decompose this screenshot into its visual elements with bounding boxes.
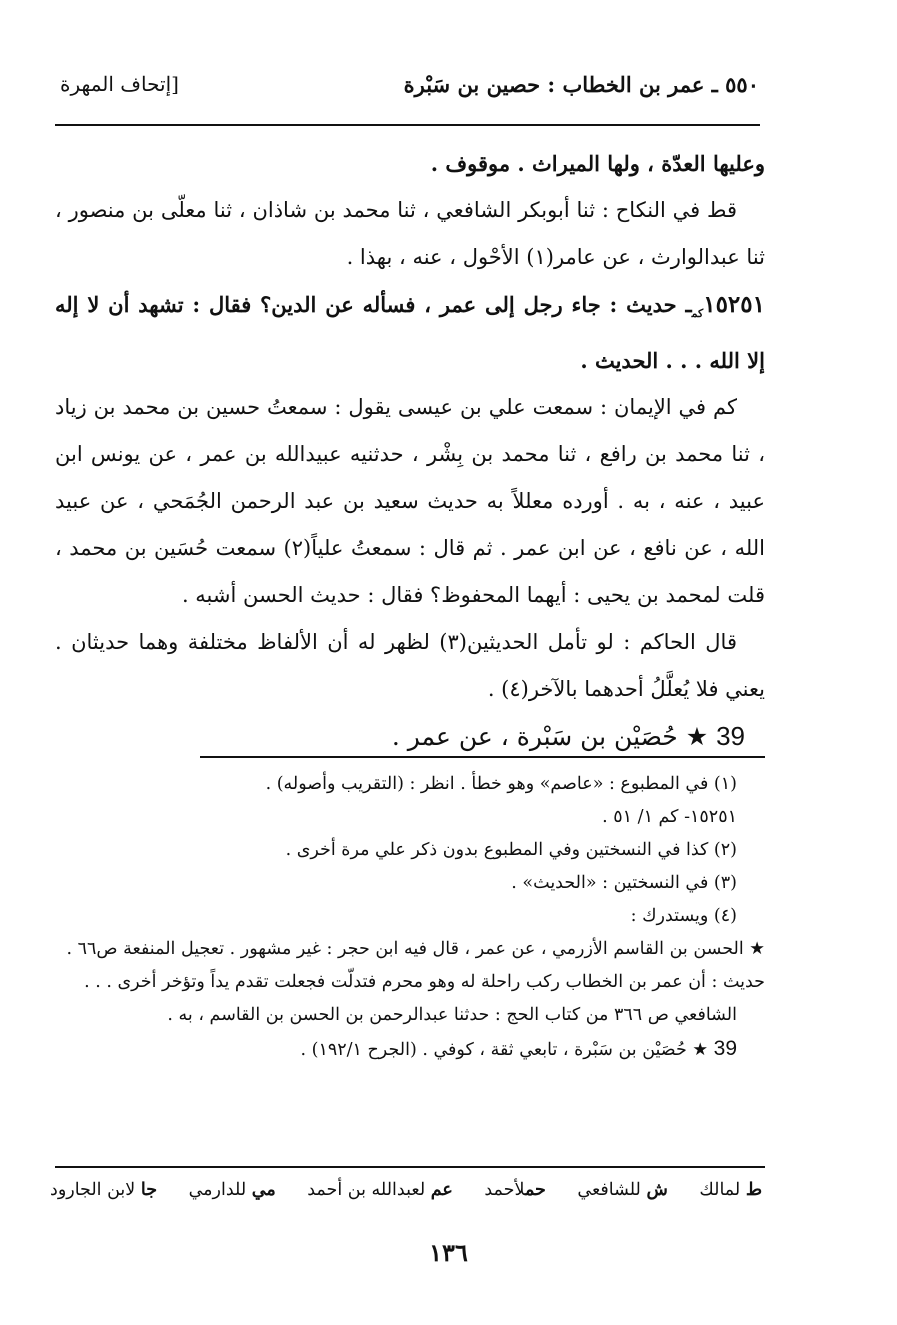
rater-heading xyxy=(55,713,765,760)
hadith-heading xyxy=(55,281,765,384)
main-text xyxy=(55,140,765,760)
abbr-item: ش للشافعي xyxy=(577,1180,668,1200)
running-header xyxy=(60,72,759,108)
rater-note-text: ★ حُصَيْن بن سَبْرة ، تابعي ثقة ، كوفي . (الجرح ١٩٢/١) . xyxy=(300,1040,709,1060)
addendum-rater: ★ الحسن بن القاسم الأزرمي ، عن عمر ، قال فيه ابن حجر : غير مشهور . تعجيل المنفعة ص٦٦ . xyxy=(66,939,765,959)
footnote-ref: ١٥٢٥١- كم ١/ ٥١ . xyxy=(602,807,737,827)
hadith-source-mark: كم xyxy=(691,307,704,321)
rater-name: حُصَيْن بن سَبْرة ، عن عمر . xyxy=(391,722,678,752)
abbr-item: جا لابن الجارود xyxy=(50,1180,158,1200)
abbr-item: حملأحمد xyxy=(484,1180,546,1200)
footnote-rule xyxy=(200,756,765,758)
addendum-source: الشافعي ص ٣٦٦ من كتاب الحج : حدثنا عبدالرحمن بن الحسن بن القاسم ، به . xyxy=(167,1005,737,1025)
addendum-39 xyxy=(55,1032,765,1067)
paragraph-hakim: قال الحاكم : لو تأمل الحديثين(٣) لظهر له أن الألفاظ مختلفة وهما حديثان . يعني فلا يُعلَّلُ أحدهما بالآخر(٤) . xyxy=(55,630,765,702)
footnote-3: (٣) في النسختين : «الحديث» . xyxy=(511,873,737,893)
abbr-item: ط لمالك xyxy=(699,1180,762,1200)
footnote-1: (١) في المطبوع : «عاصم» وهو خطأ . انظر : (التقريب وأصوله) . xyxy=(265,774,737,794)
addendum-hadith: حديث : أن عمر بن الخطاب ركب راحلة له وهو محرم فتدلّت فجعلت تقدم يداً وتؤخر أخرى . . . xyxy=(84,972,765,992)
hadith-text: ـ حديث : جاء رجل إلى عمر ، فسأله عن الدين؟ فقال : تشهد أن لا إله إلا الله . . . الحديث . xyxy=(55,292,765,374)
hadith-number: ١٥٢٥١ xyxy=(703,291,765,318)
rater-number-note: 39 xyxy=(713,1037,737,1060)
star-icon: ★ xyxy=(685,722,709,752)
abbr-item: عم لعبدالله بن أحمد xyxy=(307,1180,453,1200)
page-number: ١٣٦ xyxy=(429,1238,468,1267)
rater-number: 39 xyxy=(716,721,745,752)
header-book-title: [إتحاف المهرة xyxy=(60,72,179,96)
footnotes xyxy=(55,768,765,1067)
header-title: ٥٥٠ ـ عمر بن الخطاب : حصين بن سَبْرة xyxy=(403,72,759,97)
abbr-item: مي للدارمي xyxy=(188,1180,276,1200)
footnote-2: (٢) كذا في النسختين وفي المطبوع بدون ذكر علي مرة أخرى . xyxy=(285,840,737,860)
footnote-4: (٤) ويستدرك : xyxy=(630,906,737,926)
paragraph-continuation: وعليها العدّة ، ولها الميراث . موقوف . xyxy=(430,151,765,176)
abbreviation-key xyxy=(50,1180,762,1200)
paragraph-source-qt: قط في النكاح : ثنا أبوبكر الشافعي ، ثنا محمد بن شاذان ، ثنا معلّى بن منصور ، ثنا عبدالوارث ، عن عامر(١) الأحْول ، عنه ، بهذا . xyxy=(55,198,765,269)
paragraph-source-km: كم في الإيمان : سمعت علي بن عيسى يقول : سمعتُ حسين بن محمد بن زياد ، ثنا محمد بن رافع ، ثنا محمد بن بِشْر ، حدثنيه عبيدالله بن عمر ، عن يونس ابن عبيد ، عنه ، به . أورده معللاً به حديث سعيد بن عبد الرحمن الجُمَحي ، عن عبيد الله ، عن نافع ، عن ابن عمر . ثم قال : سمعتُ علياً(٢) سمعت حُسَين بن محمد ، قلت لمحمد بن يحيى : أيهما المحفوظ؟ فقال : حديث الحسن أشبه . xyxy=(55,395,766,608)
abbreviation-rule xyxy=(55,1166,765,1168)
header-rule xyxy=(55,124,760,126)
